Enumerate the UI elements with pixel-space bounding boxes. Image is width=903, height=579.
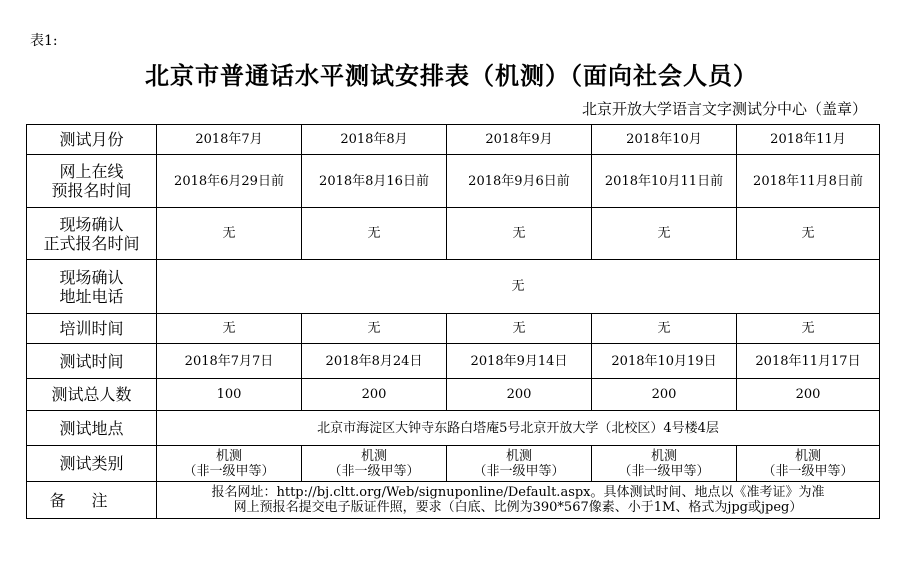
row-total-examinees [27,379,880,411]
row-training [27,314,880,344]
training-cell: 无 [302,314,447,344]
row-test-time [27,344,880,379]
row-header-total-examinees: 测试总人数 [27,379,157,411]
training-cell: 无 [592,314,737,344]
month-cell: 2018年8月 [302,125,447,155]
online-reg-cell: 2018年11月8日前 [737,155,880,208]
month-cell: 2018年10月 [592,125,737,155]
onsite-confirm-cell: 无 [302,208,447,260]
online-reg-cell: 2018年6月29日前 [157,155,302,208]
table-label: 表1: [30,33,58,49]
category-cell: 机测 （非一级甲等） [592,446,737,482]
category-cell: 机测 （非一级甲等） [737,446,880,482]
online-reg-cell: 2018年9月6日前 [447,155,592,208]
row-header-category: 测试类别 [27,446,157,482]
training-cell: 无 [157,314,302,344]
category-cell: 机测 （非一级甲等） [302,446,447,482]
row-header-notes: 备注 [27,482,157,519]
month-cell: 2018年11月 [737,125,880,155]
location-cell: 北京市海淀区大钟寺东路白塔庵5号北京开放大学（北校区）4号楼4层 [157,411,880,446]
photo-requirement-note: 网上预报名提交电子版证件照，要求（白底、比例为390*567像素、小于1M、格式为jpg或jpeg） [233,500,803,515]
schedule-table [26,124,880,519]
row-onsite-confirmation [27,208,880,260]
total-cell: 200 [737,379,880,411]
training-cell: 无 [737,314,880,344]
row-notes [27,482,880,519]
row-location [27,411,880,446]
row-test-month [27,125,880,155]
onsite-confirm-cell: 无 [157,208,302,260]
row-onsite-contact [27,260,880,314]
category-cell: 机测 （非一级甲等） [447,446,592,482]
online-reg-cell: 2018年8月16日前 [302,155,447,208]
month-cell: 2018年9月 [447,125,592,155]
row-header-location: 测试地点 [27,411,157,446]
month-cell: 2018年7月 [157,125,302,155]
test-time-cell: 2018年7月7日 [157,344,302,379]
test-time-cell: 2018年10月19日 [592,344,737,379]
issuer-seal-text: 北京开放大学语言文字测试分中心（盖章） [581,100,867,118]
onsite-confirm-cell: 无 [592,208,737,260]
test-time-cell: 2018年9月14日 [447,344,592,379]
online-reg-cell: 2018年10月11日前 [592,155,737,208]
onsite-contact-cell: 无 [157,260,880,314]
row-header-test-time: 测试时间 [27,344,157,379]
total-cell: 100 [157,379,302,411]
row-category [27,446,880,482]
registration-url-note: 报名网址：http://bj.cltt.org/Web/signuponline/Default.aspx。具体测试时间、地点以《准考证》为准 [211,485,825,500]
row-header-onsite-contact: 现场确认 地址电话 [27,260,157,314]
onsite-confirm-cell: 无 [447,208,592,260]
page-title: 北京市普通话水平测试安排表（机测）（面向社会人员） [145,61,758,90]
category-cell: 机测 （非一级甲等） [157,446,302,482]
row-header-onsite-confirmation: 现场确认 正式报名时间 [27,208,157,260]
row-header-training: 培训时间 [27,314,157,344]
row-online-registration [27,155,880,208]
total-cell: 200 [302,379,447,411]
row-header-test-month: 测试月份 [27,125,157,155]
training-cell: 无 [447,314,592,344]
test-time-cell: 2018年11月17日 [737,344,880,379]
test-time-cell: 2018年8月24日 [302,344,447,379]
row-header-online-registration: 网上在线 预报名时间 [27,155,157,208]
notes-cell [157,482,880,519]
onsite-confirm-cell: 无 [737,208,880,260]
total-cell: 200 [447,379,592,411]
total-cell: 200 [592,379,737,411]
